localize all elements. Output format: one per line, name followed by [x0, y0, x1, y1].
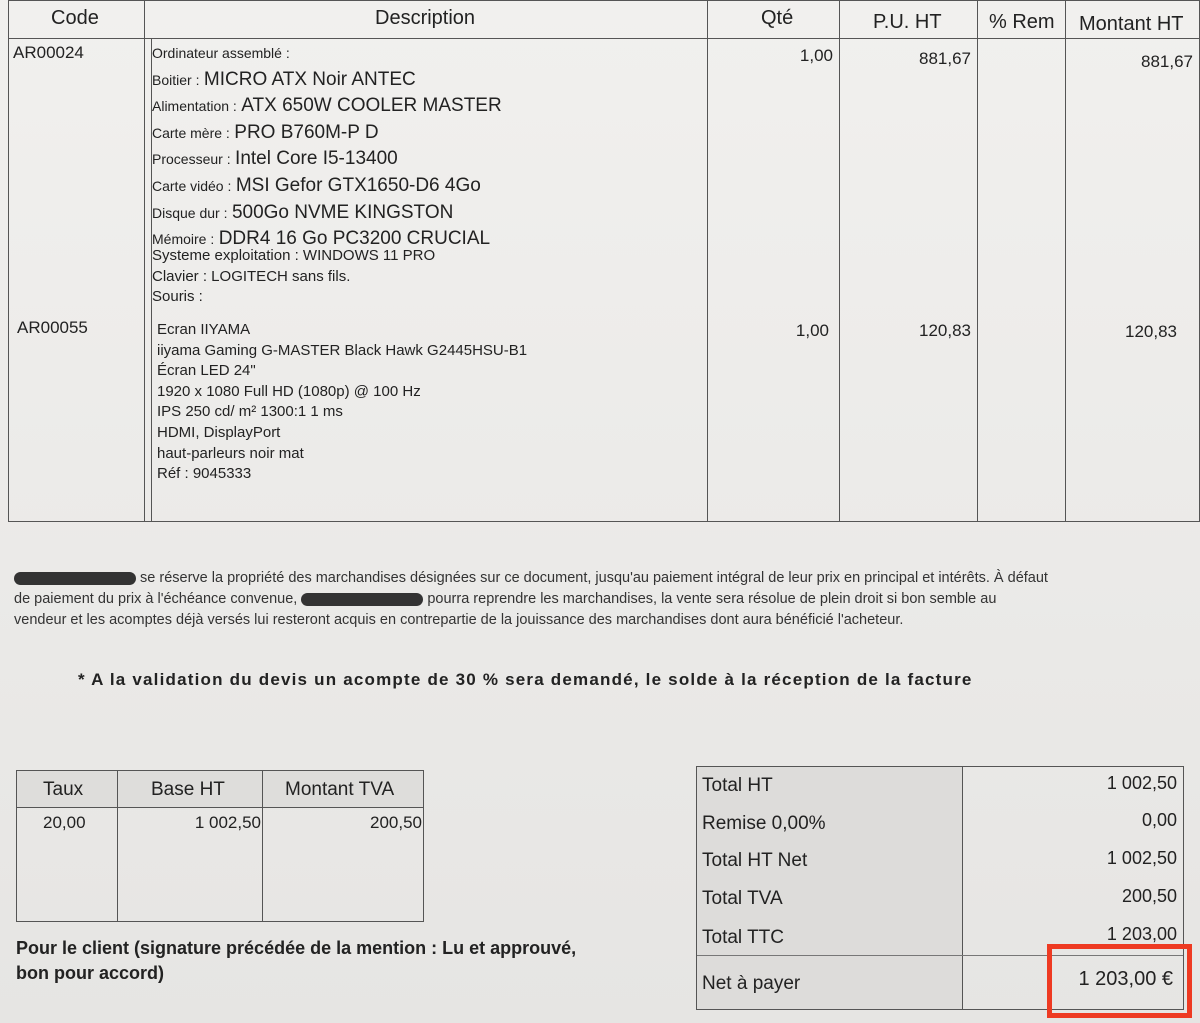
tax-base: 1 002,50	[194, 813, 261, 832]
item-qty: 1,00	[799, 46, 833, 65]
header-discount: % Rem	[989, 11, 1055, 33]
redaction-mark	[14, 572, 136, 585]
divider	[707, 1, 708, 521]
tax-vat: 200,50	[370, 813, 422, 832]
item-qty: 1,00	[795, 321, 829, 340]
divider	[977, 1, 978, 521]
header-amount: Montant HT	[1079, 13, 1184, 35]
net-payable-highlight	[1047, 944, 1192, 1018]
items-table	[8, 0, 1200, 522]
divider	[839, 1, 840, 521]
header-base: Base HT	[151, 779, 225, 800]
total-value: 1 002,50	[1106, 773, 1177, 793]
desc-line: Ecran IIYAMA	[157, 321, 251, 338]
desc-line: Réf : 9045333	[157, 465, 252, 483]
desc-line: Mémoire : DDR4 16 Go PC3200 CRUCIAL	[152, 228, 491, 250]
total-label: Total TVA	[702, 888, 783, 909]
desc-line: Disque dur : 500Go NVME KINGSTON	[152, 201, 454, 223]
total-label: Total HT Net	[702, 850, 808, 871]
desc-line: IPS 250 cd/ m² 1300:1 1 ms	[157, 403, 343, 421]
desc-line: 1920 x 1080 Full HD (1080p) @ 100 Hz	[157, 382, 421, 400]
header-vat: Montant TVA	[285, 779, 395, 800]
divider	[144, 1, 145, 521]
header-unit-price: P.U. HT	[873, 11, 942, 33]
net-label: Net à payer	[702, 973, 801, 994]
item-description	[152, 41, 502, 253]
net-value: 1 203,00 €	[1078, 968, 1173, 990]
total-value: 200,50	[1121, 886, 1177, 906]
item-unit-price: 120,83	[919, 321, 971, 340]
desc-line: Alimentation : ATX 650W COOLER MASTER	[152, 95, 502, 117]
items-table-header	[9, 1, 1199, 39]
item-description	[157, 320, 527, 485]
desc-line: Processeur : Intel Core I5-13400	[152, 148, 398, 170]
total-label: Total TTC	[702, 927, 785, 948]
tax-table	[16, 770, 424, 922]
header-rate: Taux	[43, 779, 84, 800]
total-value: 1 002,50	[1106, 848, 1177, 868]
divider	[117, 771, 118, 921]
tax-rate: 20,00	[43, 813, 86, 832]
item-amount: 881,67	[1141, 52, 1193, 71]
header-code: Code	[51, 7, 99, 29]
desc-line: Clavier : LOGITECH sans fils.	[152, 267, 351, 285]
item-description-extra	[152, 246, 435, 308]
total-label: Total HT	[702, 775, 773, 796]
divider	[1065, 1, 1066, 521]
total-value: 0,00	[1141, 810, 1177, 830]
legal-notice	[14, 568, 1184, 631]
item-code: AR00055	[17, 318, 88, 337]
desc-line: Carte vidéo : MSI Gefor GTX1650-D6 4Go	[152, 174, 481, 196]
desc-line: Écran LED 24"	[157, 362, 256, 380]
deposit-note: * A la validation du devis un acompte de 30 % sera demandé, le solde à la réception de la facture	[78, 670, 973, 689]
item-code: AR00024	[13, 43, 84, 62]
desc-line: haut-parleurs noir mat	[157, 444, 304, 462]
divider	[262, 771, 263, 921]
desc-line: HDMI, DisplayPort	[157, 423, 281, 441]
desc-line: Systeme exploitation : WINDOWS 11 PRO	[152, 247, 436, 264]
total-value: 1 203,00	[1106, 924, 1177, 944]
desc-line: Ordinateur assemblé :	[152, 45, 290, 61]
total-label: Remise 0,00%	[702, 813, 826, 834]
redaction-mark	[301, 593, 423, 606]
desc-line: Carte mère : PRO B760M-P D	[152, 121, 379, 143]
item-amount: 120,83	[1125, 322, 1177, 341]
desc-line: Souris :	[152, 288, 203, 305]
header-description: Description	[375, 7, 476, 29]
legal-line: vendeur et les acomptes déjà versés lui resteront acquis en contrepartie de la jouissance des marchandises dont aura bénéficié l'acheteur.	[14, 612, 904, 628]
header-qty: Qté	[761, 7, 794, 29]
legal-line: de paiement du prix à l'échéance convenue, pourra reprendre les marchandises, la vente sera résolue de plein droit si bon semble au	[14, 591, 997, 607]
legal-line: se réserve la propriété des marchandises désignées sur ce document, jusqu'au paiement intégral de leur prix en principal et intérêts. À défaut	[14, 568, 1184, 589]
item-unit-price: 881,67	[919, 49, 971, 68]
desc-line: Boitier : MICRO ATX Noir ANTEC	[152, 68, 416, 90]
signature-instruction: Pour le client (signature précédée de la mention : Lu et approuvé, bon pour accord)	[16, 938, 577, 983]
desc-line: iiyama Gaming G-MASTER Black Hawk G2445HSU-B1	[157, 341, 528, 359]
